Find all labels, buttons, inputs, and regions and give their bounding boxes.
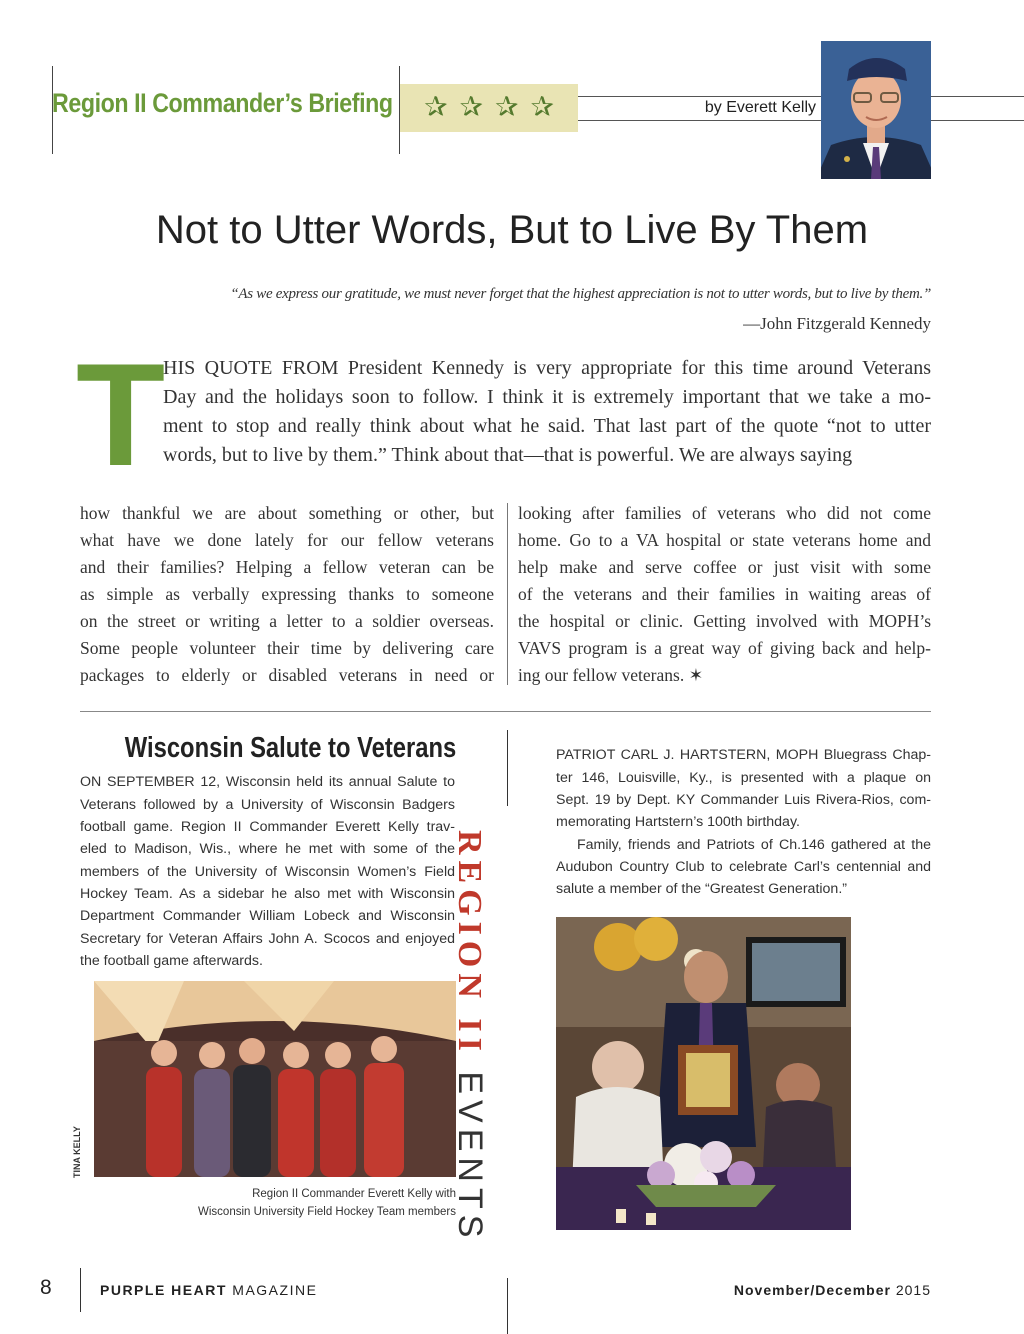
header-right-bottom-rule bbox=[931, 120, 1024, 121]
field-hockey-team-photo bbox=[94, 981, 456, 1177]
magazine-name bbox=[100, 1282, 317, 1298]
lead-line: ment to stop and really think about what he said. That last part of the quote “not to utter bbox=[163, 415, 931, 437]
body-line: ing our fellow veterans. ✶ bbox=[518, 665, 704, 685]
body-line: home. Go to a VA hospital or state veterans home and bbox=[518, 530, 931, 550]
caption-line: Wisconsin University Field Hockey Team members bbox=[198, 1206, 456, 1218]
patriot-line: memorating Hartstern’s 100th birthday. bbox=[556, 814, 800, 830]
magazine-name-bold: PURPLE HEART bbox=[100, 1282, 227, 1298]
footer-rule bbox=[80, 1268, 81, 1312]
wisconsin-line: Veterans followed by a University of Wisconsin Badgers bbox=[80, 797, 455, 813]
body-line: help make and serve coffee or just visit with some bbox=[518, 557, 931, 577]
body-line: VAVS program is a great way of giving back and help- bbox=[518, 638, 931, 658]
byline: by Everett Kelly bbox=[704, 99, 816, 116]
header-top-rule bbox=[578, 96, 821, 97]
team-photo-image bbox=[94, 981, 456, 1177]
plaque-presentation-photo bbox=[556, 917, 851, 1230]
body-line: the hospital or clinic. Getting involved with MOPH’s bbox=[518, 611, 931, 631]
patriot-line: PATRIOT CARL J. HARTSTERN, MOPH Bluegrass Chap- bbox=[556, 747, 931, 763]
column-divider bbox=[507, 503, 508, 685]
article-headline: Not to Utter Words, But to Live By Them bbox=[155, 208, 869, 252]
body-line: what have we done lately for our fellow veterans bbox=[80, 530, 494, 550]
wisconsin-line: Secretary for Veteran Affairs John A. Scocos and enjoyed bbox=[80, 931, 455, 947]
pull-quote: “As we express our gratitude, we must never forget that the highest appreciation is not to utter words, but to live by them.” bbox=[230, 286, 931, 302]
issue-date bbox=[734, 1282, 931, 1298]
header-bottom-rule bbox=[578, 120, 821, 121]
section-title: Region II Commander’s Briefing bbox=[52, 88, 393, 118]
star-icon: ✰ bbox=[530, 92, 554, 123]
header-right-top-rule bbox=[931, 96, 1024, 97]
body-line: as simple as verbally expressing thanks to someone bbox=[80, 584, 494, 604]
magazine-name-light: MAGAZINE bbox=[232, 1282, 318, 1298]
events-bottom-rule bbox=[507, 1278, 508, 1334]
lead-line: Day and the holidays soon to follow. I think it is extremely important that we take a mo- bbox=[163, 386, 931, 408]
wisconsin-line: football game. Region II Commander Everett Kelly trav- bbox=[80, 819, 455, 835]
photo-caption bbox=[198, 1185, 456, 1221]
body-line: how thankful we are about something or other, but bbox=[80, 503, 494, 523]
events-label: EVENTS bbox=[451, 1071, 489, 1244]
patriot-line: Sept. 19 by Dept. KY Commander Luis Rivera-Rios, com- bbox=[556, 792, 931, 808]
patriot-line: Family, friends and Patriots of Ch.146 gathered at the bbox=[577, 837, 931, 853]
patriot-line: Audubon Country Club to celebrate Carl’s centennial and bbox=[556, 859, 931, 875]
issue-year: 2015 bbox=[895, 1282, 931, 1298]
body-line: of the veterans and their families in waiting areas of bbox=[518, 584, 931, 604]
star-icon: ✰ bbox=[495, 92, 519, 123]
lead-line: words, but to live by them.” Think about that—that is powerful. We are always saying bbox=[163, 444, 853, 466]
wisconsin-line: ON SEPTEMBER 12, Wisconsin held its annual Salute to bbox=[80, 774, 455, 790]
star-icon: ✰ bbox=[424, 92, 448, 123]
drop-cap: T bbox=[76, 333, 166, 496]
lead-line: HIS QUOTE FROM President Kennedy is very appropriate for this time around Veterans bbox=[163, 357, 931, 379]
quote-attribution: —John Fitzgerald Kennedy bbox=[743, 314, 931, 333]
wisconsin-line: Department Commander William Lobeck and Wisconsin bbox=[80, 908, 455, 924]
wisconsin-line: members of the University of Wisconsin Women’s Field bbox=[80, 864, 455, 880]
photo-credit: TINA KELLY bbox=[72, 1126, 82, 1178]
patriot-line: ter 146, Louisville, Ky., is presented with a plaque on bbox=[556, 770, 931, 786]
region-label: REGION II bbox=[451, 830, 488, 1057]
patriot-line: salute a member of the “Greatest Generation.” bbox=[556, 881, 847, 897]
wisconsin-line: Hockey Team. As a sidebar he also met with Wisconsin bbox=[80, 886, 455, 902]
body-line: Some people volunteer their time by delivering care bbox=[80, 638, 494, 658]
portrait-image bbox=[821, 41, 931, 179]
body-line: looking after families of veterans who did not come bbox=[518, 503, 931, 523]
caption-line: Region II Commander Everett Kelly with bbox=[252, 1188, 456, 1200]
star-band bbox=[400, 84, 578, 132]
body-line: and their families? Helping a fellow veteran can be bbox=[80, 557, 494, 577]
issue-months: November/December bbox=[733, 1282, 891, 1298]
page-number: 8 bbox=[40, 1276, 52, 1299]
region-events-label bbox=[450, 830, 489, 1244]
events-top-rule bbox=[507, 730, 508, 806]
wisconsin-line: the football game afterwards. bbox=[80, 953, 263, 969]
wisconsin-title: Wisconsin Salute to Veterans bbox=[124, 732, 456, 764]
author-portrait bbox=[821, 41, 931, 179]
section-divider bbox=[80, 711, 931, 712]
star-icon: ✰ bbox=[459, 92, 483, 123]
plaque-photo-image bbox=[556, 917, 851, 1230]
body-line: on the street or writing a letter to a soldier overseas. bbox=[80, 611, 494, 631]
body-line: packages to elderly or disabled veterans in need or bbox=[80, 665, 494, 685]
wisconsin-line: eled to Madison, Wis., where he met with some of the bbox=[80, 841, 455, 857]
